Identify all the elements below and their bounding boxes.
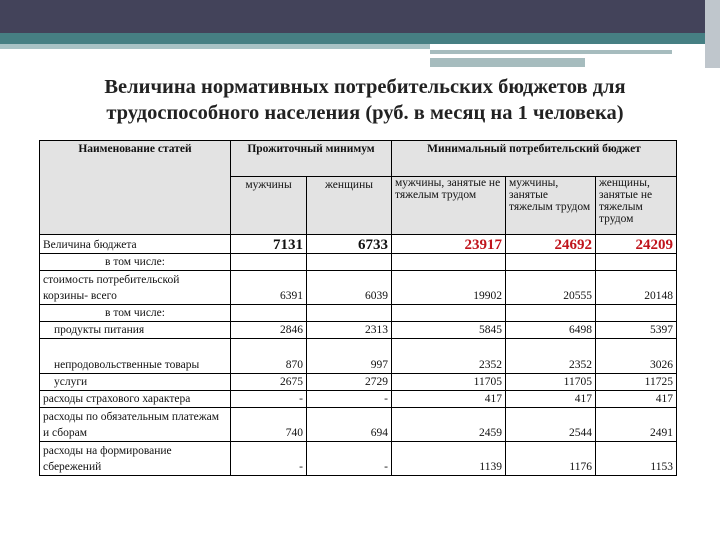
cell-value: 20555 <box>506 271 596 305</box>
cell-value: 2544 <box>506 408 596 442</box>
header-min-budget: Минимальный потребительский бюджет <box>392 141 677 177</box>
table-row <box>40 442 677 476</box>
table-row <box>40 408 677 442</box>
cell-value <box>307 305 392 322</box>
cell-value <box>506 305 596 322</box>
cell-value: 2352 <box>392 339 506 374</box>
cell-value: 870 <box>231 339 307 374</box>
cell-value <box>506 254 596 271</box>
row-label: услуги <box>40 374 231 391</box>
header-name: Наименование статей <box>40 141 231 235</box>
header-subsistence: Прожиточный минимум <box>231 141 392 177</box>
cell-value: 2491 <box>596 408 677 442</box>
cell-value: - <box>231 391 307 408</box>
cell-value: 2352 <box>506 339 596 374</box>
cell-value: - <box>307 442 392 476</box>
table-row <box>40 339 677 374</box>
cell-value <box>392 254 506 271</box>
cell-value <box>392 305 506 322</box>
cell-value <box>231 254 307 271</box>
table-row <box>40 374 677 391</box>
table-row <box>40 235 677 254</box>
cell-value: 6498 <box>506 322 596 339</box>
budget-table <box>39 140 677 476</box>
cell-value: 11705 <box>506 374 596 391</box>
row-label: расходы по обязательным платежам и сборам <box>40 408 231 442</box>
row-label: расходы страхового характера <box>40 391 231 408</box>
header-col: мужчины, занятые не тяжелым трудом <box>392 177 506 235</box>
table-row <box>40 391 677 408</box>
row-label: в том числе: <box>40 305 231 322</box>
header-col: женщины <box>307 177 392 235</box>
cell-value: 2313 <box>307 322 392 339</box>
row-label: продукты питания <box>40 322 231 339</box>
row-label: расходы на формирование сбережений <box>40 442 231 476</box>
cell-value: 24692 <box>506 235 596 254</box>
cell-value: 23917 <box>392 235 506 254</box>
cell-value: 2729 <box>307 374 392 391</box>
cell-value: 7131 <box>231 235 307 254</box>
cell-value <box>307 254 392 271</box>
header-col: женщины, занятые не тяжелым трудом <box>596 177 677 235</box>
cell-value: 5397 <box>596 322 677 339</box>
header-col: мужчины <box>231 177 307 235</box>
cell-value: 24209 <box>596 235 677 254</box>
slide-title: Величина нормативных потребительских бюджетов для трудоспособного населения (руб. в месяц на 1 человека) <box>104 76 626 124</box>
accent-strip <box>430 58 585 67</box>
header-col: мужчины, занятые тяжелым трудом <box>506 177 596 235</box>
header-bar <box>0 0 720 33</box>
cell-value: 1176 <box>506 442 596 476</box>
cell-value: 3026 <box>596 339 677 374</box>
cell-value: 417 <box>596 391 677 408</box>
cell-value: 11705 <box>392 374 506 391</box>
cell-value: 2846 <box>231 322 307 339</box>
accent-strip <box>430 50 672 54</box>
cell-value: - <box>307 391 392 408</box>
cell-value: 19902 <box>392 271 506 305</box>
cell-value <box>596 305 677 322</box>
cell-value: 417 <box>506 391 596 408</box>
accent-bar <box>0 33 720 44</box>
cell-value <box>596 254 677 271</box>
table-row <box>40 322 677 339</box>
cell-value: - <box>231 442 307 476</box>
cell-value: 6039 <box>307 271 392 305</box>
row-label: стоимость потребительской корзины- всего <box>40 271 231 305</box>
table-row <box>40 271 677 305</box>
table-row <box>40 254 677 271</box>
cell-value: 20148 <box>596 271 677 305</box>
cell-value: 740 <box>231 408 307 442</box>
cell-value: 1153 <box>596 442 677 476</box>
cell-value: 1139 <box>392 442 506 476</box>
table-row <box>40 305 677 322</box>
accent-edge <box>705 0 720 68</box>
row-label: в том числе: <box>40 254 231 271</box>
cell-value: 5845 <box>392 322 506 339</box>
row-label: непродовольственные товары <box>40 339 231 374</box>
cell-value: 6733 <box>307 235 392 254</box>
cell-value: 2675 <box>231 374 307 391</box>
accent-strip <box>0 44 430 49</box>
cell-value: 11725 <box>596 374 677 391</box>
cell-value: 694 <box>307 408 392 442</box>
row-label: Величина бюджета <box>40 235 231 254</box>
cell-value <box>231 305 307 322</box>
cell-value: 417 <box>392 391 506 408</box>
cell-value: 6391 <box>231 271 307 305</box>
cell-value: 2459 <box>392 408 506 442</box>
cell-value: 997 <box>307 339 392 374</box>
